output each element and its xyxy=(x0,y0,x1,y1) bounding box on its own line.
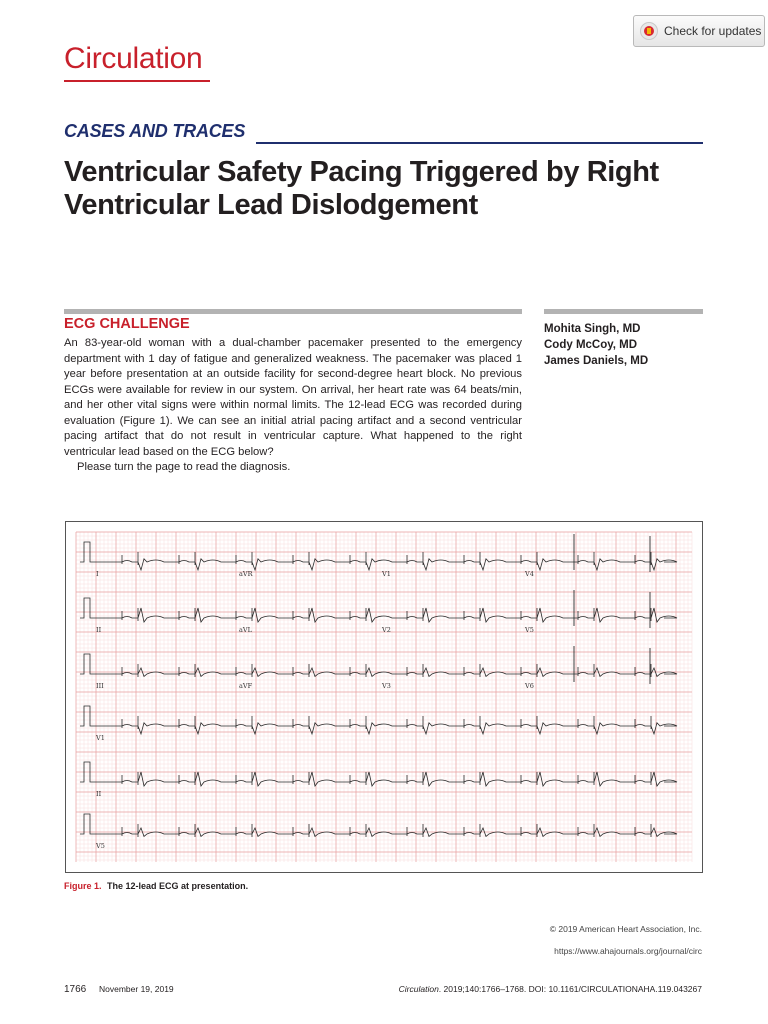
lead-label: V6 xyxy=(525,682,534,690)
article-title: Ventricular Safety Pacing Triggered by Right Ventricular Lead Dislodgement xyxy=(64,156,659,221)
section-rule xyxy=(256,142,703,144)
lead-label: aVR xyxy=(239,570,253,578)
ecg-trace-row-5 xyxy=(80,762,677,786)
lead-label: aVF xyxy=(239,682,253,690)
author-name: Cody McCoy, MD xyxy=(544,339,638,351)
ecg-figure xyxy=(65,521,703,873)
challenge-paragraph-1: An 83-year-old woman with a dual-chamber pacemaker presented to the emergency department with 1 day of fatigue and generalized weakness. The pacemaker was placed 1 year before presentation at an outside facility for second-degree heart block. No previous ECGs were available for review in our system. On arrival, her heart rate was 64 beats/min, and her other vital signs were within normal limits. The 12-lead ECG was recorded during evaluation (Figure 1). We can see an initial atrial pacing artifact and a second ventricular pacing artifact that do not result in ventricular capture. What happened to the right ventricular lead based on the ECG below? xyxy=(64,337,522,458)
journal-url[interactable]: https://www.ahajournals.org/journal/circ xyxy=(554,946,702,956)
lead-label: V4 xyxy=(525,570,534,578)
challenge-divider xyxy=(64,309,522,314)
lead-label: II xyxy=(96,626,102,634)
journal-name: Circulation xyxy=(64,42,203,75)
ecg-trace-row-2 xyxy=(80,598,677,622)
ecg-grid-minor xyxy=(76,532,692,862)
journal-underline xyxy=(64,80,210,82)
author-name: James Daniels, MD xyxy=(544,355,649,367)
author-name: Mohita Singh, MD xyxy=(544,323,641,335)
ecg-trace-row-3 xyxy=(80,654,677,677)
check-for-updates-label: Check for updates xyxy=(664,24,762,38)
figure-label: Figure 1. xyxy=(64,881,102,891)
lead-label: I xyxy=(96,570,99,578)
lead-label: V1 xyxy=(96,734,105,742)
ecg-tracing xyxy=(66,522,702,872)
challenge-paragraph-2: Please turn the page to read the diagnosis. xyxy=(77,461,291,473)
check-for-updates-button[interactable] xyxy=(633,15,765,47)
author-list xyxy=(544,321,648,369)
challenge-body xyxy=(64,336,522,476)
citation-line xyxy=(399,984,702,994)
lead-label: II xyxy=(96,790,102,798)
lead-label: aVL xyxy=(239,626,252,634)
lead-label: V2 xyxy=(382,626,391,634)
lead-label: V3 xyxy=(382,682,391,690)
copyright-notice: © 2019 American Heart Association, Inc. xyxy=(549,924,702,934)
figure-caption xyxy=(64,881,248,891)
section-label: CASES AND TRACES xyxy=(64,121,246,141)
lead-label: III xyxy=(96,682,104,690)
ecg-challenge-heading: ECG CHALLENGE xyxy=(64,316,190,332)
citation-detail: . 2019;140:1766–1768. DOI: 10.1161/CIRCULATIONAHA.119.043267 xyxy=(438,984,702,994)
crossmark-icon xyxy=(640,22,658,40)
citation-journal: Circulation xyxy=(398,984,439,994)
ecg-trace-row-6 xyxy=(80,814,677,837)
lead-label: V5 xyxy=(525,626,534,634)
lead-label: V1 xyxy=(382,570,391,578)
lead-label: V5 xyxy=(96,842,105,850)
page-number: 1766 xyxy=(64,984,87,995)
issue-date: November 19, 2019 xyxy=(99,984,174,994)
figure-caption-text: The 12-lead ECG at presentation. xyxy=(107,881,249,891)
authors-divider xyxy=(544,309,703,314)
